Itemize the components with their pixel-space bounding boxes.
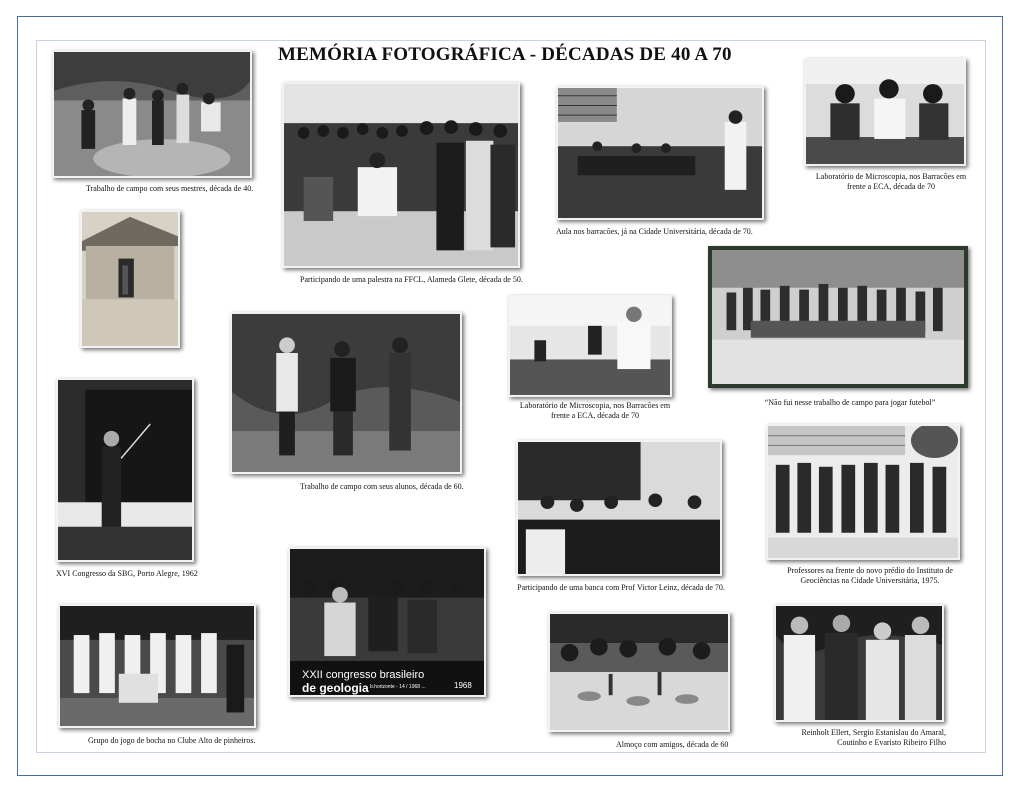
photo-lunch-friends <box>548 612 730 732</box>
caption-field-trip-group: “Não fui nesse trabalho de campo para jogar futebol” <box>764 398 936 407</box>
congress-place: b.horizonte - 14 / 1968 ... <box>370 684 426 690</box>
caption-field-work-students: Trabalho de campo com seus alunos, década de 60. <box>300 482 464 491</box>
photo-field-work-students <box>230 312 462 474</box>
photo-field-trip-group <box>708 246 968 388</box>
caption-professors-building: Professores na frente do novo prédio do Instituto de Geociências na Cidade Universitária, 1975. <box>787 566 953 585</box>
photo-professors-building <box>766 424 960 560</box>
photo-lecture-ffcl <box>282 82 520 268</box>
photo-field-work-masters <box>52 50 252 178</box>
caption-lecture-ffcl: Participando de uma palestra na FFCL, Alameda Glete, década de 50. <box>300 275 523 284</box>
caption-field-work-masters: Trabalho de campo com seus mestres, década de 40. <box>86 184 254 193</box>
caption-lunch-friends: Almoço com amigos, década de 60 <box>616 740 729 749</box>
caption-bocce-group: Grupo do jogo de bocha no Clube Alto de pinheiros. <box>88 736 256 745</box>
congress-year: 1968 <box>454 681 472 690</box>
photo-classroom-barracks <box>556 86 764 220</box>
photo-congress-sbg <box>56 378 194 562</box>
congress-title-line2: de geologia <box>302 681 369 695</box>
photo-hut <box>80 210 180 348</box>
caption-four-professors: Reinholt Ellert, Sergio Estanislau do Amaral, Coutinho e Evaristo Ribeiro Filho <box>801 728 946 747</box>
photo-thesis-committee <box>516 440 722 576</box>
photo-microscopy-lab-2 <box>508 295 672 397</box>
page-title: MEMÓRIA FOTOGRÁFICA - DÉCADAS DE 40 A 70 <box>278 44 732 65</box>
photo-four-professors <box>774 604 944 722</box>
caption-microscopy-lab-2: Laboratório de Microscopia, nos Barracões em frente a ECA, década de 70 <box>519 401 671 420</box>
caption-microscopy-lab-1: Laboratório de Microscopia, nos Barracões em frente a ECA, década de 70 <box>815 172 967 191</box>
caption-congress-sbg: XVI Congresso da SBG, Porto Alegre, 1962 <box>56 569 198 578</box>
photo-bocce-group <box>58 604 256 728</box>
congress-title-line1: XXII congresso brasileiro <box>302 669 425 681</box>
photo-microscopy-lab-1 <box>804 58 966 166</box>
photo-geology-congress <box>288 547 486 697</box>
caption-thesis-committee: Participando de uma banca com Prof Victor Leinz, década de 70. <box>517 583 725 592</box>
caption-classroom-barracks: Aula nos barracões, já na Cidade Universitária, década de 70. <box>556 227 753 236</box>
